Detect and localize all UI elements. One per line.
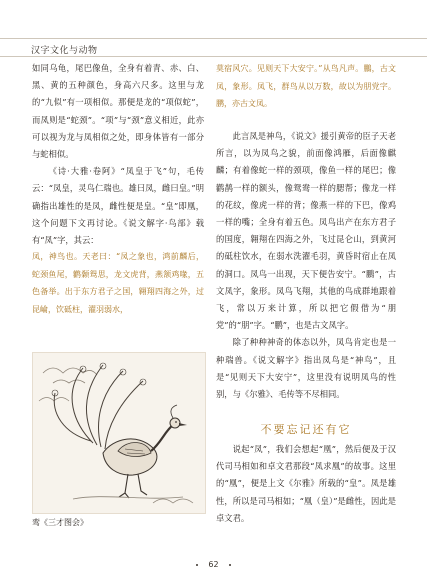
left-quote-block: 凤，神鸟也。天老曰：“凤之象也，鸿前麟后，蛇颈鱼尾，鹳颡鸳思，龙文虎背，燕颔鸡喙，五色备举。出于东方君子之国，翱翔四海之外，过昆崘，饮砥柱，濯羽弱水， <box>32 252 204 314</box>
section-heading: 不要忘记还有它 <box>260 423 352 436</box>
figure-caption: 鸾《三才图会》 <box>32 518 88 527</box>
right-column <box>216 128 396 403</box>
footer-dot-right <box>229 564 231 566</box>
header-top-rule <box>0 38 427 39</box>
left-paragraph-1: 如同乌龟，尾巴像鱼，全身有着青、赤、白、黑、黄的五种颜色，身高六尺多。这里与龙的“九似”有一项相似。那便是龙的“项似蛇”，而凤则是“蛇颈”。“项”与“颈”意义相近，此亦可以视为龙与凤相似之处，即身体皆有一部分与蛇相似。 <box>32 63 204 160</box>
luan-bird-drawing <box>33 353 205 513</box>
left-column <box>32 60 204 249</box>
right-paragraph-3: 说起“凤”，我们会想起“凰”，然后便及于汉代司马相如和卓文君那段“凤求凰”的故事。这里的“凰”，便是上文《尔雅》所载的“皇”。凤是雄性，所以是司马相如；“凰（皇）”是雌性，因此是卓文君。 <box>216 444 396 523</box>
right-column-lower <box>216 441 396 527</box>
running-header-title: 汉字文化与动物 <box>31 46 98 56</box>
page-number: 62 <box>208 560 219 569</box>
left-paragraph-2: 《诗·大雅·卷阿》“凤皇于飞”句，毛传云：“凤皇，灵鸟仁瑞也。雄曰凤，雌曰皇。”明确指出雄性的是凤，雌性便是皇。“皇”即凰，这个问题下文再讨论。《说文解字·鸟部》载有“凤”字，其云： <box>32 166 204 246</box>
phoenix-woodcut-illustration <box>32 352 206 514</box>
header-rule <box>0 56 427 57</box>
right-paragraph-1: 此言凤是神鸟，《说文》援引黄帝的臣子天老所言，以为凤鸟之貌，前面像鸿雁，后面像麒麟；有着像蛇一样的颈项，像鱼一样的尾巴；像鹳鹊一样的额头，像鸳鸯一样的腮帮；像龙一样的花纹，像虎一样的背；像燕一样的下巴，像鸡一样的嘴；全身有着五色。凤鸟出产在东方君子的国度，翱翔在四海之外，飞过昆仑山，到黄河的砥柱饮水，在弱水洗濯毛羽，黄昏时宿止在凤的洞口。凤鸟一出现，天下便告安宁。“鵬”，古文凤字，象形。凤鸟飞翔，其他的鸟成群地跟着飞，常以万来计算，所以把它假借为“朋党”的“朋”字。“鹏”，也是古文凤字。 <box>216 131 396 331</box>
right-quote-block: 莫宿风穴。见则天下大安宁。”从鸟凡声。鵬，古文凤，象形。凤飞，群鸟从以万数，故以为朋党字。鹏，亦古文凤。 <box>216 64 396 108</box>
page-number-footer <box>0 560 427 569</box>
right-paragraph-2: 除了种种神奇的体态以外，凤鸟肯定也是一种瑞兽。《说文解字》指出凤鸟是“神鸟”，且是“见则天下大安宁”，这里没有说明凤鸟的性别，与《尔雅》、毛传等不尽相同。 <box>216 337 396 400</box>
footer-dot-left <box>196 564 198 566</box>
